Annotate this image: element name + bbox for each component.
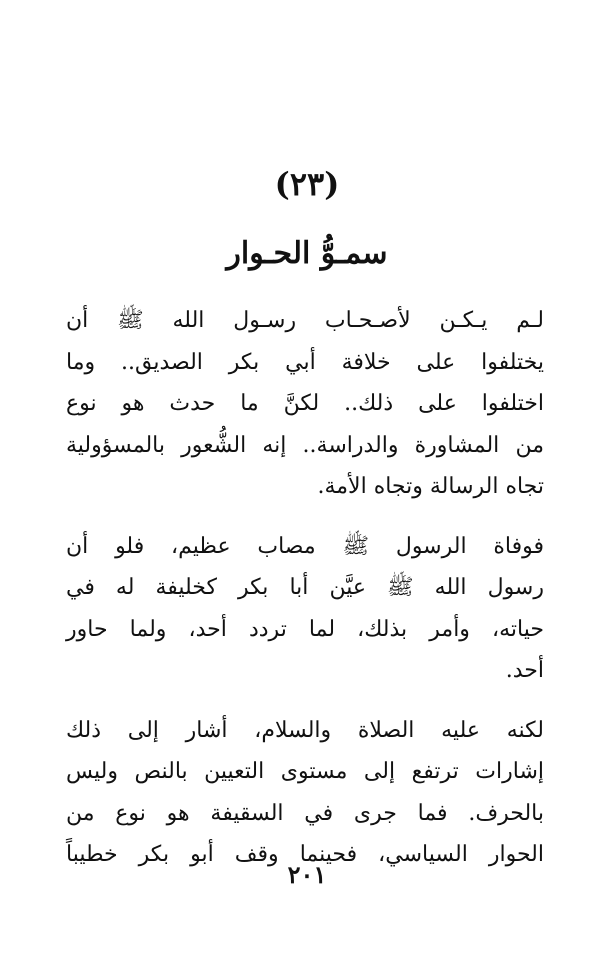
text-line: لـم يـكـن لأصـحـاب رسـول الله ﷺ أن: [66, 308, 544, 333]
text-line: فوفاة الرسول ﷺ مصاب عظيم، فلو أن: [66, 533, 544, 559]
body-text: [66, 300, 544, 894]
text-line: إشارات ترتفع إلى مستوى التعيين بالنص وليس: [66, 759, 544, 784]
text-line: لكنه عليه الصلاة والسلام، أشار إلى ذلك: [66, 717, 544, 743]
paragraph-1: [66, 300, 544, 508]
text-line: يختلفوا على خلافة أبي بكر الصديق.. وما: [66, 349, 544, 375]
text-line: بالحرف. فما جرى في السقيفة هو نوع من: [66, 800, 544, 826]
text-line: من المشاورة والدراسة.. إنه الشُّعور بالمسؤولية: [66, 432, 544, 458]
text-line: حياته، وأمر بذلك، لما تردد أحد، ولما حاور: [66, 616, 544, 642]
paragraph-2: [66, 526, 544, 692]
chapter-number: (٢٣): [274, 165, 340, 203]
text-line: رسول الله ﷺ عيَّن أبا بكر كخليفة له في: [66, 575, 544, 600]
text-line: تجاه الرسالة وتجاه الأمة.: [317, 474, 544, 499]
page-number: ٢٠١: [287, 860, 327, 889]
text-line: اختلفوا على ذلك.. لكنَّ ما حدث هو نوع: [66, 391, 544, 416]
chapter-title: سمـوُّ الحـوار: [226, 236, 388, 271]
text-line: الحوار السياسي، فحينما وقف أبو بكر خطيباً: [66, 842, 544, 867]
text-line: أحد.: [505, 658, 544, 683]
paragraph-3: [66, 710, 544, 876]
